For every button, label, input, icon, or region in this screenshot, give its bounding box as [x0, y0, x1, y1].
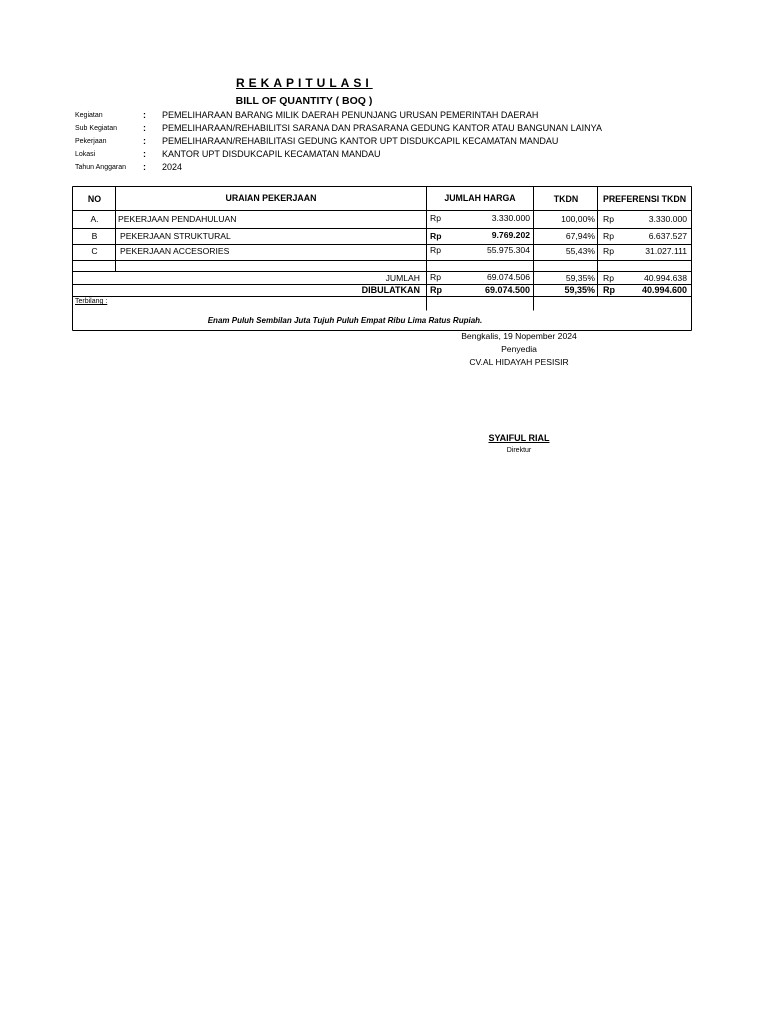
terbilang-text: Enam Puluh Sembilan Juta Tujuh Puluh Empat Ribu Lima Ratus Rupiah. [207, 316, 483, 325]
table-row-preferensi: 3.330.000 [648, 214, 687, 224]
table-row-no: C [91, 246, 98, 256]
table-row-uraian: PEKERJAAN PENDAHULUAN [118, 214, 237, 224]
meta-colon: : [143, 110, 146, 120]
table-row-jumlah: 3.330.000 [491, 213, 530, 223]
col-header-tkdn: TKDN [553, 194, 579, 204]
table-row-no: B [91, 231, 98, 241]
table-row-tkdn: 67,94% [565, 231, 595, 241]
col-header-uraian: URAIAN PEKERJAAN [225, 193, 317, 203]
dibulatkan-preferensi: 40.994.600 [641, 285, 687, 295]
document-title: REKAPITULASI [236, 76, 373, 90]
table-row-rp: Rp [430, 245, 441, 255]
meta-label-lokasi: Lokasi [75, 151, 96, 158]
signature-place-date: Bengkalis, 19 Nopember 2024 [461, 331, 577, 341]
meta-value-sub-kegiatan: PEMELIHARAAN/REHABILITSI SARANA DAN PRASARANA GEDUNG KANTOR ATAU BANGUNAN LAINYA [162, 123, 602, 133]
jumlah-value: 69.074.506 [486, 272, 530, 282]
table-row-uraian: PEKERJAAN ACCESORIES [120, 246, 230, 256]
table-row-rp: Rp [430, 231, 442, 241]
jumlah-preferensi: 40.994.638 [643, 273, 687, 283]
meta-label-sub-kegiatan: Sub Kegiatan [75, 125, 118, 132]
col-header-jumlah: JUMLAH HARGA [444, 193, 516, 203]
col-header-preferensi: PREFERENSI TKDN [602, 194, 687, 204]
signature-role: Penyedia [501, 344, 537, 354]
meta-label-tahun-anggaran: Tahun Anggaran [75, 164, 126, 171]
meta-colon: : [143, 123, 146, 133]
table-row-jumlah: 55.975.304 [486, 245, 530, 255]
table-row-jumlah: 9.769.202 [491, 230, 530, 240]
dibulatkan-value: 69.074.500 [484, 285, 530, 295]
dibulatkan-label: DIBULATKAN [361, 285, 420, 295]
table-row-uraian: PEKERJAAN STRUKTURAL [120, 231, 231, 241]
table-row-rp2: Rp [603, 214, 614, 224]
meta-value-pekerjaan: PEMELIHARAAN/REHABILITASI GEDUNG KANTOR UPT DISDUKCAPIL KECAMATAN MANDAU [162, 136, 559, 146]
table-row-tkdn: 55,43% [565, 246, 595, 256]
meta-colon: : [143, 136, 146, 146]
meta-label-kegiatan: Kegiatan [75, 112, 103, 119]
meta-value-lokasi: KANTOR UPT DISDUKCAPIL KECAMATAN MANDAU [162, 149, 381, 159]
jumlah-rp2: Rp [603, 273, 614, 283]
meta-colon: : [143, 149, 146, 159]
signature-company: CV.AL HIDAYAH PESISIR [469, 357, 569, 367]
signer-name: SYAIFUL RIAL [488, 433, 550, 443]
table-row-preferensi: 6.637.527 [648, 231, 687, 241]
meta-value-kegiatan: PEMELIHARAAN BARANG MILIK DAERAH PENUNJANG URUSAN PEMERINTAH DAERAH [162, 110, 539, 120]
dibulatkan-rp: Rp [430, 285, 442, 295]
table-row-rp2: Rp [603, 246, 614, 256]
jumlah-rp: Rp [430, 272, 441, 282]
jumlah-tkdn: 59,35% [565, 273, 595, 283]
signer-title: Direktur [506, 447, 532, 454]
jumlah-label: JUMLAH [385, 273, 420, 283]
table-row-tkdn: 100,00% [561, 214, 595, 224]
table-row-rp: Rp [430, 213, 441, 223]
dibulatkan-tkdn: 59,35% [564, 285, 595, 295]
terbilang-label: Terbilang : [75, 298, 108, 305]
meta-colon: : [143, 162, 146, 172]
table-row-preferensi: 31.027.111 [645, 246, 687, 256]
meta-label-pekerjaan: Pekerjaan [75, 138, 107, 145]
col-header-no: NO [87, 194, 102, 204]
dibulatkan-rp2: Rp [603, 285, 615, 295]
table-row-no: A. [90, 214, 99, 224]
meta-value-tahun-anggaran: 2024 [162, 162, 183, 172]
table-row-rp2: Rp [603, 231, 614, 241]
document-subtitle: BILL OF QUANTITY ( BOQ ) [235, 95, 373, 107]
